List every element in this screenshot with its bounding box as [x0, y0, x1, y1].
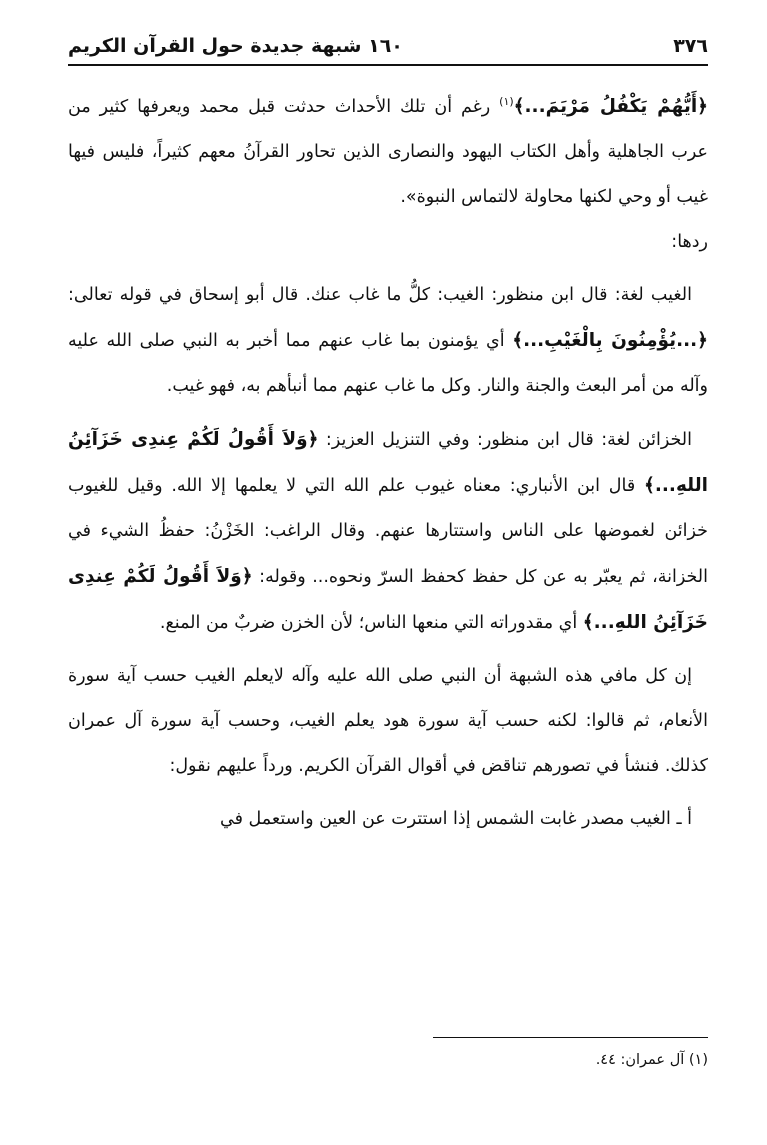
- quran-verse: ﴿...يُؤْمِنُونَ بِالْغَيْبِ...﴾: [512, 330, 708, 351]
- paragraph-text: الخزائن لغة: قال ابن منظور: وفي التنزيل العزيز:: [318, 430, 692, 450]
- footnote-divider: [433, 1037, 708, 1038]
- quran-verse: ﴿وَلاَ أَقُولُ لَكُمْ عِندِى خَزَآئِنُ اللهِ...﴾: [68, 429, 708, 496]
- quran-verse: ﴿أَيُّهُمْ يَكْفُلُ مَرْيَمَ...﴾: [513, 96, 708, 117]
- paragraph-text: قال ابن الأنباري: معناه غيوب علم الله التي لا يعلمها إلا الله. وقيل للغيوب خزائن لغموضها على الناس واستتارها عنهم. وقال الراغب: الخَزْنُ: حفظُ الشيء في الخزانة، ثم يعبّر به عن كل حفظ كحفظ السرّ ونحوه... وقوله:: [68, 476, 708, 587]
- paragraph-khazain-definition: [68, 417, 708, 646]
- paragraph-text: أي يؤمنون بما غاب عنهم مما أخبر به النبي صلى الله عليه وآله من أمر البعث والجنة والنار. وكل ما غاب عنهم مما أنبأهم به، فهو غيب.: [68, 331, 708, 396]
- page-number: ٣٧٦: [673, 35, 708, 57]
- paragraph-ghayb-definition: [68, 273, 708, 409]
- quran-verse: ﴿وَلاَ أَقُولُ لَكُمْ عِندِى خَزَآئِنُ اللهِ...﴾: [68, 566, 708, 633]
- running-title: ١٦٠ شبهة جديدة حول القرآن الكريم: [68, 35, 403, 57]
- page-header: [68, 28, 708, 66]
- paragraph-text: أي مقدوراته التي منعها الناس؛ لأن الخزن ضربٌ من المنع.: [159, 613, 583, 633]
- paragraph-text: الغيب لغة: قال ابن منظور: الغيب: كلُّ ما غاب عنك. قال أبو إسحاق في قوله تعالى:: [68, 285, 692, 305]
- paragraph-1: [68, 84, 708, 220]
- paragraph-text: رغم أن تلك الأحداث حدثت قبل محمد ويعرفها كثير من عرب الجاهلية وأهل الكتاب اليهود والنصارى الذين تحاور القرآنُ معهم كثيراً، فليس فيها غيب أو وحي لكنها محاولة لالتماس النبوة».: [68, 97, 708, 207]
- main-text: [68, 84, 708, 842]
- footnote: (١) آل عمران: ٤٤.: [595, 1052, 708, 1068]
- footnote-marker[interactable]: (١): [499, 95, 514, 109]
- section-heading-response: ردها:: [671, 232, 708, 252]
- paragraph-point-a: أ ـ الغيب مصدر غابت الشمس إذا استترت عن العين واستعمل في: [220, 809, 692, 829]
- paragraph-summary: إن كل مافي هذه الشبهة أن النبي صلى الله عليه وآله لايعلم الغيب حسب آية سورة الأنعام، ثم قالوا: لكنه حسب آية سورة هود يعلم الغيب، وحسب آية سورة آل عمران كذلك. فنشأ في تصورهم تناقض في أقوال القرآن الكريم. ورداً عليهم نقول:: [68, 666, 708, 776]
